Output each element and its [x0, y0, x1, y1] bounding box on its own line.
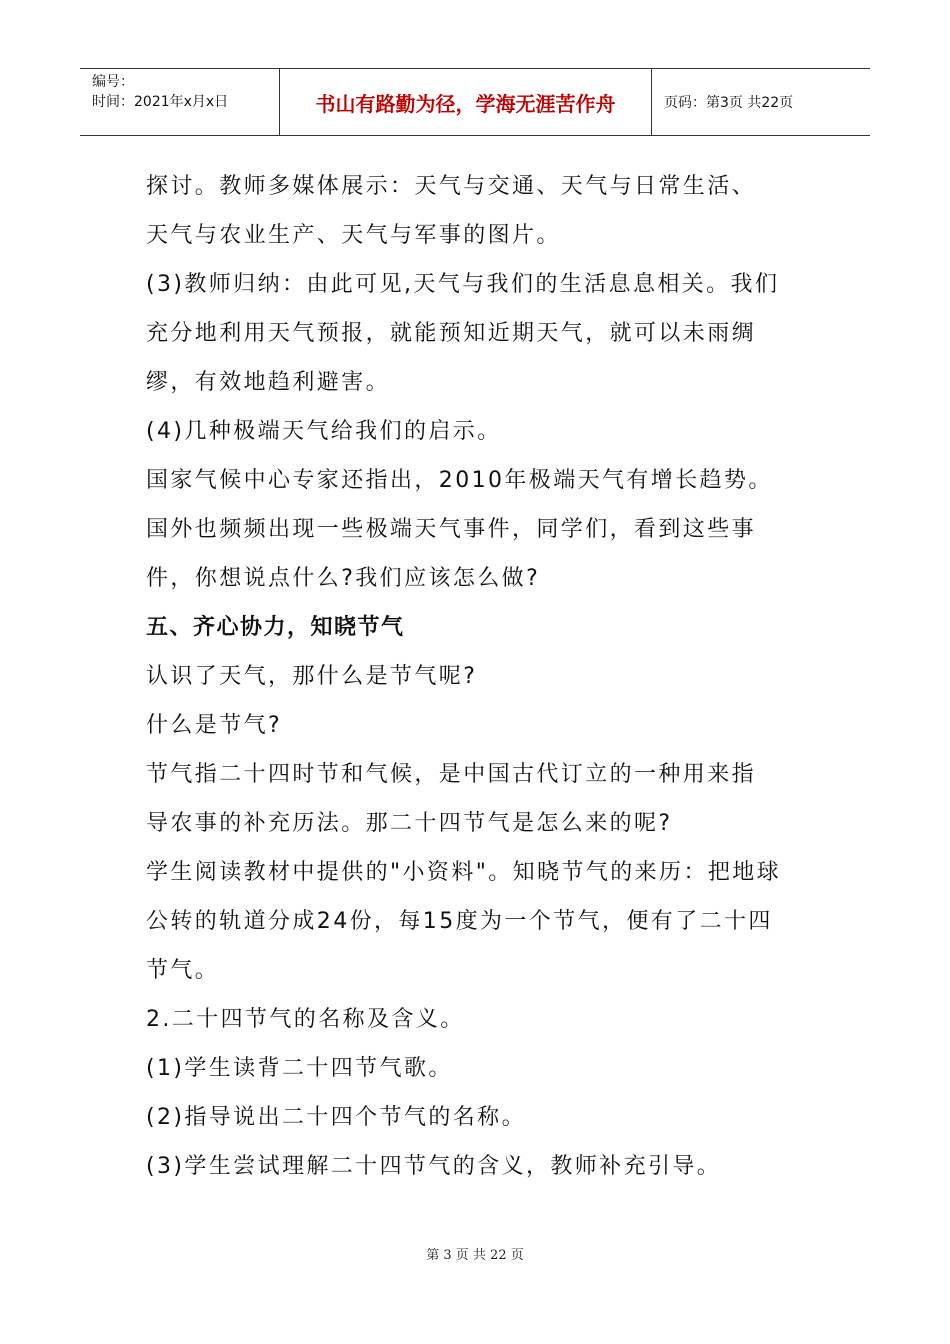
text-line: 国外也频频出现一些极端天气事件，同学们，看到这些事	[146, 517, 757, 542]
text-line: 件，你想说点什么?我们应该怎么做?	[146, 566, 541, 591]
text-line: (3)学生尝试理解二十四节气的含义，教师补充引导。	[146, 1154, 722, 1179]
text-line: 充分地利用天气预报，就能预知近期天气，就可以未雨绸	[146, 321, 757, 346]
text-line: (3)教师归纳：由此可见,天气与我们的生活息息相关。我们	[146, 272, 780, 297]
serial-label: 编号：	[92, 74, 134, 90]
page-footer: 第 3 页 共 22 页	[426, 1248, 524, 1263]
text-line: 什么是节气?	[146, 713, 283, 738]
text-line: (4)几种极端天气给我们的启示。	[146, 419, 502, 444]
page-header	[80, 68, 870, 136]
text-line: 国家气候中心专家还指出，2010年极端天气有增长趋势。	[146, 468, 773, 493]
text-line: 节气指二十四时节和气候，是中国古代订立的一种用来指	[146, 762, 757, 787]
text-line: 节气。	[146, 958, 220, 983]
time-line: 时间：2021年x月x日	[92, 94, 229, 110]
text-line: 认识了天气，那什么是节气呢?	[146, 664, 478, 689]
text-line: 缪，有效地趋利避害。	[146, 370, 391, 395]
header-page-info: 页码：第3页 共22页	[664, 95, 794, 111]
text-line: 学生阅读教材中提供的"小资料"。知晓节气的来历：把地球	[146, 860, 782, 885]
header-motto: 书山有路勤为径，学海无涯苦作舟	[280, 69, 652, 135]
text-line: 2.二十四节气的名称及含义。	[146, 1007, 465, 1032]
text-line: 天气与农业生产、天气与军事的图片。	[146, 223, 561, 248]
text-line: (2)指导说出二十四个节气的名称。	[146, 1105, 526, 1130]
text-line: (1)学生读背二十四节气歌。	[146, 1056, 453, 1081]
document-body	[146, 162, 808, 1191]
text-line: 导农事的补充历法。那二十四节气是怎么来的呢?	[146, 811, 673, 836]
header-meta	[80, 69, 280, 135]
text-line: 探讨。教师多媒体展示：天气与交通、天气与日常生活、	[146, 174, 757, 199]
text-line: 公转的轨道分成24份，每15度为一个节气，便有了二十四	[146, 909, 773, 934]
section-heading: 五、齐心协力，知晓节气	[146, 615, 405, 640]
